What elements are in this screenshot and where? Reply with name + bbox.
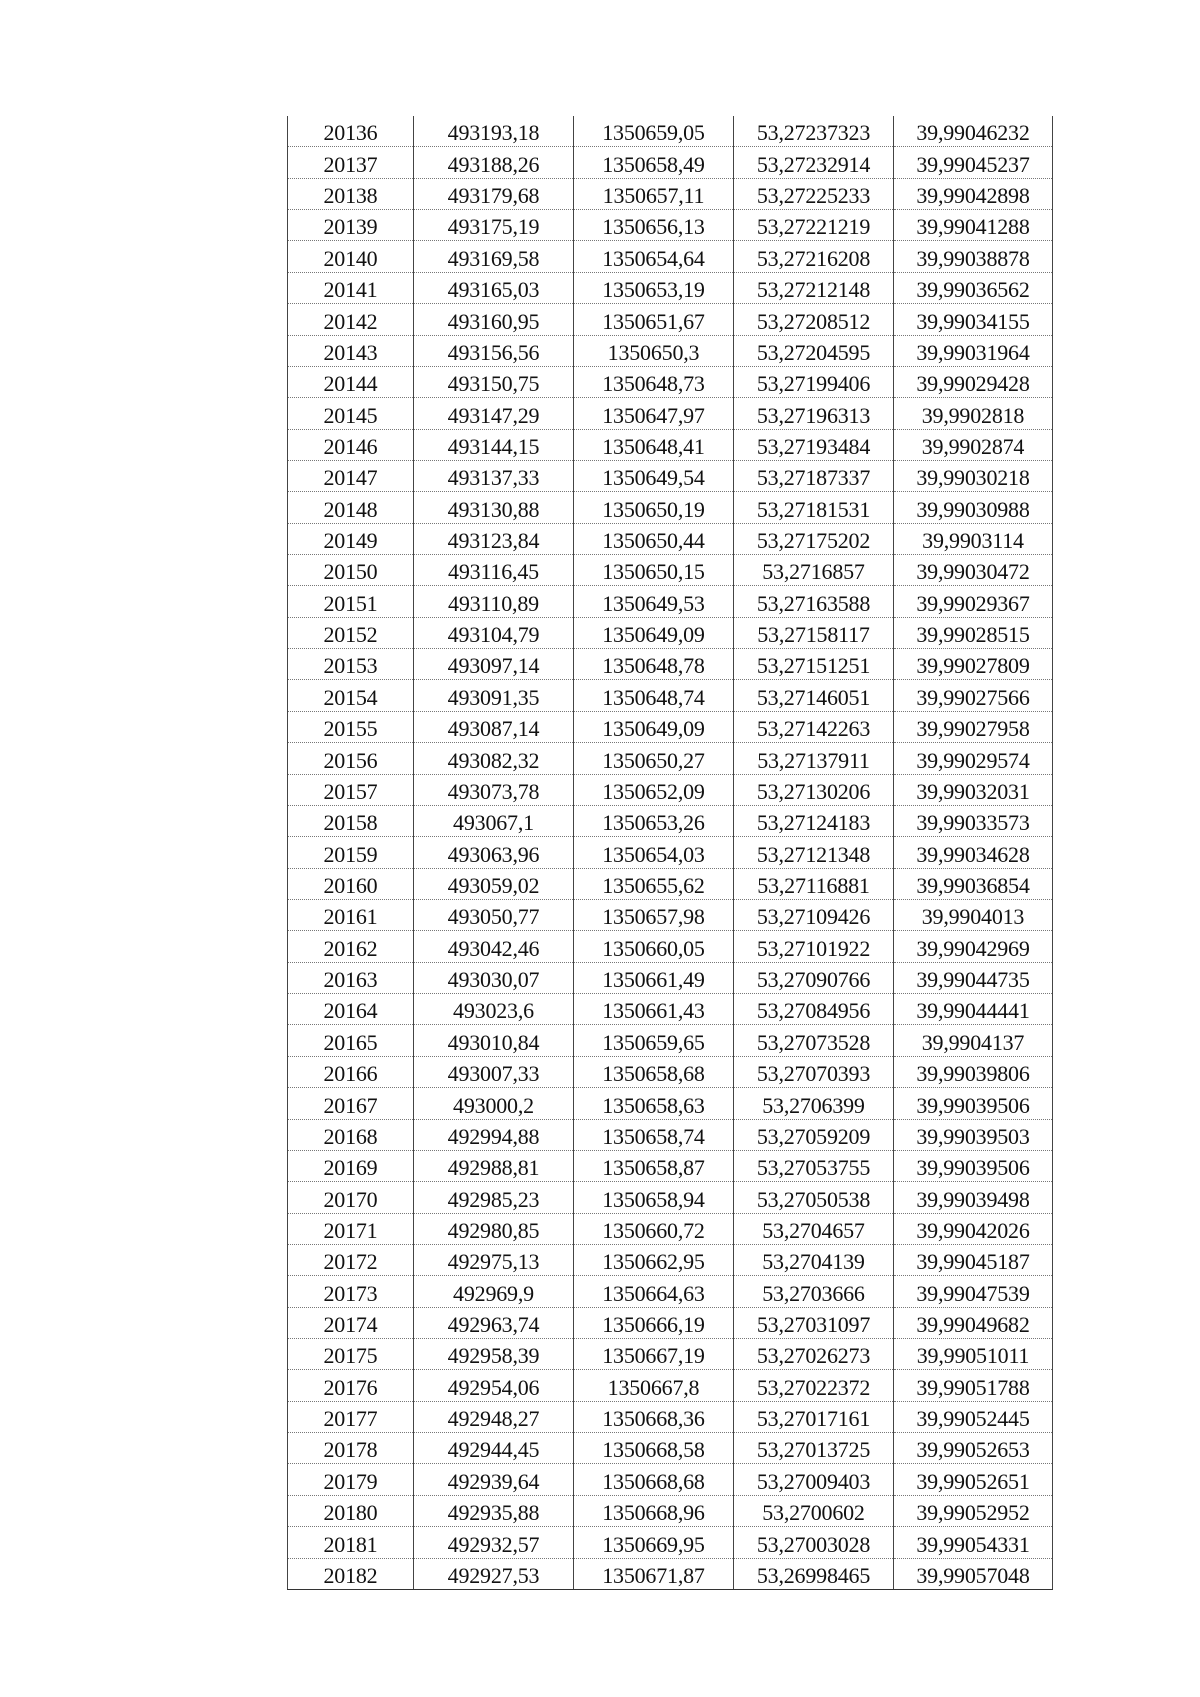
table-row [288,555,1053,586]
latitude-cell: 53,27059209 [734,1119,894,1150]
y-coordinate-cell: 1350651,67 [574,304,734,335]
table-row [288,460,1053,491]
x-coordinate-cell: 493082,32 [414,743,574,774]
longitude-cell: 39,99045237 [894,147,1053,178]
table-row [288,429,1053,460]
y-coordinate-cell: 1350654,64 [574,241,734,272]
x-coordinate-cell: 493023,6 [414,994,574,1025]
latitude-cell: 53,27009403 [734,1464,894,1495]
longitude-cell: 39,99044735 [894,962,1053,993]
longitude-cell: 39,99042026 [894,1213,1053,1244]
point-number-cell: 20176 [288,1370,414,1401]
y-coordinate-cell: 1350654,03 [574,837,734,868]
x-coordinate-cell: 493160,95 [414,304,574,335]
point-number-cell: 20144 [288,366,414,397]
y-coordinate-cell: 1350650,19 [574,492,734,523]
longitude-cell: 39,9902818 [894,398,1053,429]
longitude-cell: 39,99028515 [894,617,1053,648]
table-row [288,805,1053,836]
table-row [288,304,1053,335]
x-coordinate-cell: 492980,85 [414,1213,574,1244]
table-row [288,1025,1053,1056]
table-row [288,1433,1053,1464]
latitude-cell: 53,2703666 [734,1276,894,1307]
y-coordinate-cell: 1350653,19 [574,272,734,303]
point-number-cell: 20173 [288,1276,414,1307]
table-row [288,1495,1053,1526]
y-coordinate-cell: 1350649,54 [574,460,734,491]
x-coordinate-cell: 493130,88 [414,492,574,523]
longitude-cell: 39,99045187 [894,1244,1053,1275]
point-number-cell: 20174 [288,1307,414,1338]
latitude-cell: 53,2706399 [734,1088,894,1119]
longitude-cell: 39,99051788 [894,1370,1053,1401]
x-coordinate-cell: 493010,84 [414,1025,574,1056]
point-number-cell: 20160 [288,868,414,899]
table-row [288,523,1053,554]
table-row [288,1088,1053,1119]
latitude-cell: 53,27204595 [734,335,894,366]
point-number-cell: 20157 [288,774,414,805]
x-coordinate-cell: 493169,58 [414,241,574,272]
y-coordinate-cell: 1350658,94 [574,1182,734,1213]
y-coordinate-cell: 1350661,43 [574,994,734,1025]
longitude-cell: 39,9903114 [894,523,1053,554]
x-coordinate-cell: 492954,06 [414,1370,574,1401]
y-coordinate-cell: 1350671,87 [574,1558,734,1589]
latitude-cell: 53,27199406 [734,366,894,397]
longitude-cell: 39,99033573 [894,805,1053,836]
x-coordinate-cell: 493156,56 [414,335,574,366]
latitude-cell: 53,27121348 [734,837,894,868]
longitude-cell: 39,99042898 [894,178,1053,209]
latitude-cell: 53,26998465 [734,1558,894,1589]
latitude-cell: 53,27232914 [734,147,894,178]
latitude-cell: 53,27026273 [734,1339,894,1370]
y-coordinate-cell: 1350662,95 [574,1244,734,1275]
latitude-cell: 53,27212148 [734,272,894,303]
x-coordinate-cell: 493110,89 [414,586,574,617]
x-coordinate-cell: 493144,15 [414,429,574,460]
point-number-cell: 20145 [288,398,414,429]
x-coordinate-cell: 492939,64 [414,1464,574,1495]
longitude-cell: 39,99039506 [894,1088,1053,1119]
longitude-cell: 39,9904013 [894,899,1053,930]
y-coordinate-cell: 1350649,09 [574,711,734,742]
x-coordinate-cell: 493123,84 [414,523,574,554]
table-row [288,680,1053,711]
x-coordinate-cell: 492988,81 [414,1150,574,1181]
latitude-cell: 53,27175202 [734,523,894,554]
x-coordinate-cell: 493063,96 [414,837,574,868]
point-number-cell: 20158 [288,805,414,836]
table-row [288,962,1053,993]
y-coordinate-cell: 1350650,15 [574,555,734,586]
longitude-cell: 39,99057048 [894,1558,1053,1589]
longitude-cell: 39,99039806 [894,1056,1053,1087]
point-number-cell: 20153 [288,649,414,680]
latitude-cell: 53,27090766 [734,962,894,993]
longitude-cell: 39,99049682 [894,1307,1053,1338]
x-coordinate-cell: 493175,19 [414,210,574,241]
table-row [288,335,1053,366]
point-number-cell: 20138 [288,178,414,209]
longitude-cell: 39,99030988 [894,492,1053,523]
table-row [288,837,1053,868]
latitude-cell: 53,27053755 [734,1150,894,1181]
y-coordinate-cell: 1350657,98 [574,899,734,930]
latitude-cell: 53,27031097 [734,1307,894,1338]
longitude-cell: 39,99036562 [894,272,1053,303]
y-coordinate-cell: 1350650,44 [574,523,734,554]
table-row [288,774,1053,805]
x-coordinate-cell: 492969,9 [414,1276,574,1307]
y-coordinate-cell: 1350668,58 [574,1433,734,1464]
table-row [288,1182,1053,1213]
point-number-cell: 20165 [288,1025,414,1056]
table-row [288,649,1053,680]
latitude-cell: 53,27013725 [734,1433,894,1464]
longitude-cell: 39,99038878 [894,241,1053,272]
latitude-cell: 53,27187337 [734,460,894,491]
latitude-cell: 53,27163588 [734,586,894,617]
latitude-cell: 53,27116881 [734,868,894,899]
y-coordinate-cell: 1350658,74 [574,1119,734,1150]
y-coordinate-cell: 1350658,49 [574,147,734,178]
table-row [288,1558,1053,1589]
y-coordinate-cell: 1350657,11 [574,178,734,209]
latitude-cell: 53,2700602 [734,1495,894,1526]
y-coordinate-cell: 1350664,63 [574,1276,734,1307]
longitude-cell: 39,99027566 [894,680,1053,711]
point-number-cell: 20141 [288,272,414,303]
point-number-cell: 20159 [288,837,414,868]
x-coordinate-cell: 493137,33 [414,460,574,491]
x-coordinate-cell: 492975,13 [414,1244,574,1275]
x-coordinate-cell: 493165,03 [414,272,574,303]
point-number-cell: 20139 [288,210,414,241]
table-row [288,1056,1053,1087]
x-coordinate-cell: 493104,79 [414,617,574,648]
table-row [288,178,1053,209]
longitude-cell: 39,99036854 [894,868,1053,899]
point-number-cell: 20178 [288,1433,414,1464]
x-coordinate-cell: 492935,88 [414,1495,574,1526]
x-coordinate-cell: 493091,35 [414,680,574,711]
table-row [288,1213,1053,1244]
longitude-cell: 39,99039503 [894,1119,1053,1150]
table-row [288,931,1053,962]
y-coordinate-cell: 1350668,36 [574,1401,734,1432]
latitude-cell: 53,27101922 [734,931,894,962]
table-row [288,272,1053,303]
y-coordinate-cell: 1350666,19 [574,1307,734,1338]
y-coordinate-cell: 1350668,68 [574,1464,734,1495]
latitude-cell: 53,2704139 [734,1244,894,1275]
longitude-cell: 39,99047539 [894,1276,1053,1307]
x-coordinate-cell: 493007,33 [414,1056,574,1087]
latitude-cell: 53,2704657 [734,1213,894,1244]
y-coordinate-cell: 1350667,19 [574,1339,734,1370]
longitude-cell: 39,99052653 [894,1433,1053,1464]
point-number-cell: 20168 [288,1119,414,1150]
point-number-cell: 20169 [288,1150,414,1181]
x-coordinate-cell: 492948,27 [414,1401,574,1432]
x-coordinate-cell: 493116,45 [414,555,574,586]
latitude-cell: 53,27022372 [734,1370,894,1401]
y-coordinate-cell: 1350649,09 [574,617,734,648]
point-number-cell: 20164 [288,994,414,1025]
point-number-cell: 20181 [288,1527,414,1558]
longitude-cell: 39,99042969 [894,931,1053,962]
y-coordinate-cell: 1350648,73 [574,366,734,397]
y-coordinate-cell: 1350667,8 [574,1370,734,1401]
latitude-cell: 53,27158117 [734,617,894,648]
x-coordinate-cell: 492994,88 [414,1119,574,1150]
table-row [288,147,1053,178]
longitude-cell: 39,99044441 [894,994,1053,1025]
latitude-cell: 53,27073528 [734,1025,894,1056]
table-row [288,1150,1053,1181]
y-coordinate-cell: 1350661,49 [574,962,734,993]
longitude-cell: 39,99030472 [894,555,1053,586]
x-coordinate-cell: 492985,23 [414,1182,574,1213]
y-coordinate-cell: 1350650,27 [574,743,734,774]
point-number-cell: 20170 [288,1182,414,1213]
x-coordinate-cell: 493042,46 [414,931,574,962]
x-coordinate-cell: 493150,75 [414,366,574,397]
longitude-cell: 39,99034155 [894,304,1053,335]
latitude-cell: 53,27124183 [734,805,894,836]
table-row [288,899,1053,930]
table-row [288,617,1053,648]
table-row [288,711,1053,742]
x-coordinate-cell: 493050,77 [414,899,574,930]
latitude-cell: 53,27208512 [734,304,894,335]
latitude-cell: 53,27137911 [734,743,894,774]
point-number-cell: 20155 [288,711,414,742]
longitude-cell: 39,99051011 [894,1339,1053,1370]
table-row [288,1370,1053,1401]
y-coordinate-cell: 1350648,78 [574,649,734,680]
y-coordinate-cell: 1350668,96 [574,1495,734,1526]
point-number-cell: 20182 [288,1558,414,1589]
point-number-cell: 20149 [288,523,414,554]
table-row [288,366,1053,397]
x-coordinate-cell: 493073,78 [414,774,574,805]
y-coordinate-cell: 1350658,87 [574,1150,734,1181]
latitude-cell: 53,27151251 [734,649,894,680]
coordinates-table-body [288,116,1053,1589]
longitude-cell: 39,99052651 [894,1464,1053,1495]
latitude-cell: 53,27221219 [734,210,894,241]
longitude-cell: 39,99027958 [894,711,1053,742]
latitude-cell: 53,27193484 [734,429,894,460]
table-row [288,1119,1053,1150]
point-number-cell: 20162 [288,931,414,962]
table-row [288,241,1053,272]
x-coordinate-cell: 492944,45 [414,1433,574,1464]
table-row [288,1244,1053,1275]
latitude-cell: 53,27216208 [734,241,894,272]
longitude-cell: 39,99054331 [894,1527,1053,1558]
y-coordinate-cell: 1350658,68 [574,1056,734,1087]
table-row [288,398,1053,429]
latitude-cell: 53,27050538 [734,1182,894,1213]
point-number-cell: 20142 [288,304,414,335]
latitude-cell: 53,27130206 [734,774,894,805]
latitude-cell: 53,27109426 [734,899,894,930]
point-number-cell: 20179 [288,1464,414,1495]
point-number-cell: 20147 [288,460,414,491]
point-number-cell: 20150 [288,555,414,586]
x-coordinate-cell: 492963,74 [414,1307,574,1338]
x-coordinate-cell: 493097,14 [414,649,574,680]
x-coordinate-cell: 493193,18 [414,116,574,147]
y-coordinate-cell: 1350660,72 [574,1213,734,1244]
y-coordinate-cell: 1350647,97 [574,398,734,429]
x-coordinate-cell: 492958,39 [414,1339,574,1370]
y-coordinate-cell: 1350660,05 [574,931,734,962]
x-coordinate-cell: 493067,1 [414,805,574,836]
y-coordinate-cell: 1350648,41 [574,429,734,460]
latitude-cell: 53,27017161 [734,1401,894,1432]
longitude-cell: 39,9902874 [894,429,1053,460]
point-number-cell: 20177 [288,1401,414,1432]
table-row [288,1464,1053,1495]
longitude-cell: 39,99031964 [894,335,1053,366]
longitude-cell: 39,9904137 [894,1025,1053,1056]
y-coordinate-cell: 1350653,26 [574,805,734,836]
latitude-cell: 53,27070393 [734,1056,894,1087]
table-row [288,1527,1053,1558]
x-coordinate-cell: 493179,68 [414,178,574,209]
table-row [288,492,1053,523]
x-coordinate-cell: 493059,02 [414,868,574,899]
point-number-cell: 20156 [288,743,414,774]
latitude-cell: 53,27181531 [734,492,894,523]
y-coordinate-cell: 1350655,62 [574,868,734,899]
table-row [288,994,1053,1025]
longitude-cell: 39,99032031 [894,774,1053,805]
point-number-cell: 20151 [288,586,414,617]
longitude-cell: 39,99052445 [894,1401,1053,1432]
longitude-cell: 39,99030218 [894,460,1053,491]
coordinates-table [287,116,1053,1590]
longitude-cell: 39,99039506 [894,1150,1053,1181]
y-coordinate-cell: 1350659,65 [574,1025,734,1056]
point-number-cell: 20152 [288,617,414,648]
y-coordinate-cell: 1350649,53 [574,586,734,617]
x-coordinate-cell: 493000,2 [414,1088,574,1119]
table-row [288,743,1053,774]
longitude-cell: 39,99029367 [894,586,1053,617]
x-coordinate-cell: 493188,26 [414,147,574,178]
longitude-cell: 39,99039498 [894,1182,1053,1213]
point-number-cell: 20172 [288,1244,414,1275]
point-number-cell: 20136 [288,116,414,147]
point-number-cell: 20166 [288,1056,414,1087]
table-row [288,1401,1053,1432]
point-number-cell: 20175 [288,1339,414,1370]
table-row [288,868,1053,899]
x-coordinate-cell: 493087,14 [414,711,574,742]
point-number-cell: 20171 [288,1213,414,1244]
x-coordinate-cell: 493147,29 [414,398,574,429]
x-coordinate-cell: 492932,57 [414,1527,574,1558]
latitude-cell: 53,27237323 [734,116,894,147]
latitude-cell: 53,2716857 [734,555,894,586]
point-number-cell: 20146 [288,429,414,460]
latitude-cell: 53,27084956 [734,994,894,1025]
longitude-cell: 39,99029574 [894,743,1053,774]
table-row [288,586,1053,617]
x-coordinate-cell: 493030,07 [414,962,574,993]
longitude-cell: 39,99034628 [894,837,1053,868]
latitude-cell: 53,27146051 [734,680,894,711]
y-coordinate-cell: 1350659,05 [574,116,734,147]
point-number-cell: 20154 [288,680,414,711]
point-number-cell: 20161 [288,899,414,930]
longitude-cell: 39,99052952 [894,1495,1053,1526]
point-number-cell: 20148 [288,492,414,523]
table-row [288,1276,1053,1307]
point-number-cell: 20137 [288,147,414,178]
point-number-cell: 20143 [288,335,414,366]
x-coordinate-cell: 492927,53 [414,1558,574,1589]
table-row [288,1307,1053,1338]
y-coordinate-cell: 1350669,95 [574,1527,734,1558]
point-number-cell: 20163 [288,962,414,993]
y-coordinate-cell: 1350658,63 [574,1088,734,1119]
point-number-cell: 20180 [288,1495,414,1526]
table-row [288,1339,1053,1370]
longitude-cell: 39,99027809 [894,649,1053,680]
table-row [288,210,1053,241]
y-coordinate-cell: 1350656,13 [574,210,734,241]
latitude-cell: 53,27142263 [734,711,894,742]
longitude-cell: 39,99041288 [894,210,1053,241]
y-coordinate-cell: 1350652,09 [574,774,734,805]
y-coordinate-cell: 1350650,3 [574,335,734,366]
point-number-cell: 20167 [288,1088,414,1119]
latitude-cell: 53,27196313 [734,398,894,429]
longitude-cell: 39,99029428 [894,366,1053,397]
latitude-cell: 53,27225233 [734,178,894,209]
point-number-cell: 20140 [288,241,414,272]
longitude-cell: 39,99046232 [894,116,1053,147]
latitude-cell: 53,27003028 [734,1527,894,1558]
y-coordinate-cell: 1350648,74 [574,680,734,711]
table-row [288,116,1053,147]
